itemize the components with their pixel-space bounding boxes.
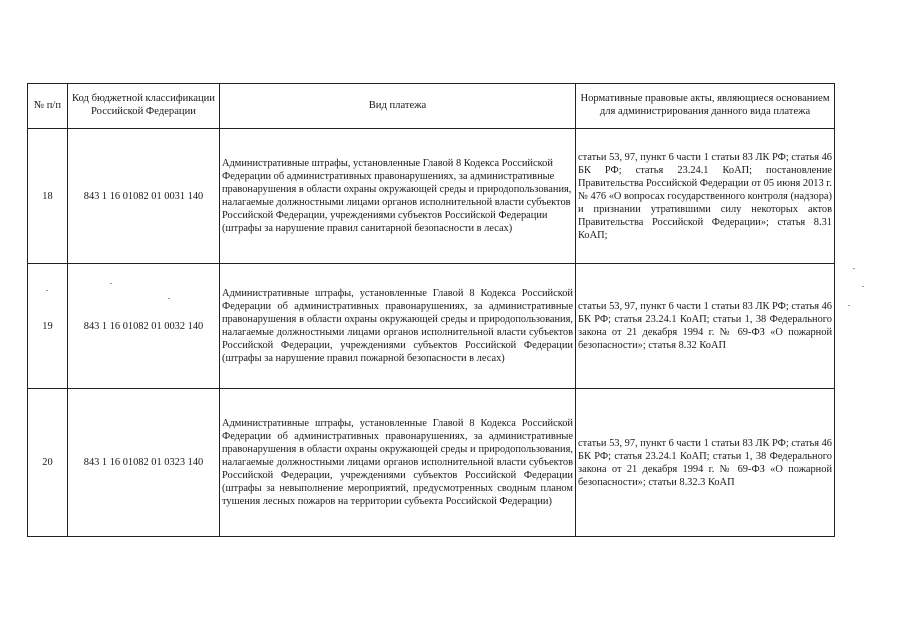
row-payment: Административные штрафы, установленные Главой 8 Кодекса Российской Федерации об административных правонарушениях, за административные правонарушения в области охраны окружающей среды и природопользования, налагаемые должностными лицами органов исполнительной власти субъектов Российской Федерации, учреждениями субъектов Российской Федерации (штрафы за нарушение правил санитарной безопасности в лесах) xyxy=(220,129,576,264)
row-num: 18 xyxy=(28,129,68,264)
row-acts: статьи 53, 97, пункт 6 части 1 статьи 83 ЛК РФ; статья 46 БК РФ; статья 23.24.1 КоАП; постановление Правительства Российской Федерации от 05 июня 2013 г. № 476 «О вопросах государственного контроля (надзора) и признании утратившими силу некоторых актов Правительства Российской Федерации»; статья 8.31 КоАП; xyxy=(576,129,835,264)
header-code: Код бюджетной классификации Российской Федерации xyxy=(68,84,220,129)
header-acts: Нормативные правовые акты, являющиеся основанием для администрирования данного вида платежа xyxy=(576,84,835,129)
row-acts: статьи 53, 97, пункт 6 части 1 статьи 83 ЛК РФ; статья 46 БК РФ; статья 23.24.1 КоАП; статьи 1, 38 Федерального закона от 21 декабря 1994 г. № 69-ФЗ «О пожарной безопасности»; статья 8.32 КоАП xyxy=(576,264,835,389)
table-row xyxy=(28,264,835,389)
header-payment: Вид платежа xyxy=(220,84,576,129)
scan-speck xyxy=(853,268,855,269)
row-payment: Административные штрафы, установленные Главой 8 Кодекса Российской Федерации об административных правонарушениях, за административные правонарушения в области охраны окружающей среды и природопользования, налагаемые должностными лицами органов исполнительной власти субъектов Российской Федерации, учреждениями субъектов Российской Федерации (штрафы за нарушение правил пожарной безопасности в лесах) xyxy=(220,264,576,389)
scan-speck xyxy=(168,298,170,299)
table-header-row xyxy=(28,84,835,129)
scan-speck xyxy=(848,305,850,306)
payments-table xyxy=(27,83,835,537)
row-code: 843 1 16 01082 01 0032 140 xyxy=(68,264,220,389)
row-num: 19 xyxy=(28,264,68,389)
table-row xyxy=(28,389,835,537)
row-payment: Административные штрафы, установленные Главой 8 Кодекса Российской Федерации об административных правонарушениях, за административные правонарушения в области охраны окружающей среды и природопользования, налагаемые должностными лицами органов исполнительной власти субъектов Российской Федерации, учреждениями субъектов Российской Федерации (штрафы за невыполнение мероприятий, предусмотренных сводным планом тушения лесных пожаров на территории субъекта Российской Федерации) xyxy=(220,389,576,537)
scan-speck xyxy=(862,286,864,287)
row-num: 20 xyxy=(28,389,68,537)
row-acts: статьи 53, 97, пункт 6 части 1 статьи 83 ЛК РФ; статья 46 БК РФ; статья 23.24.1 КоАП; статьи 1, 38 Федерального закона от 21 декабря 1994 г. № 69-ФЗ «О пожарной безопасности»; статьи 8.32.3 КоАП xyxy=(576,389,835,537)
header-num: № п/п xyxy=(28,84,68,129)
row-code: 843 1 16 01082 01 0323 140 xyxy=(68,389,220,537)
scan-speck xyxy=(46,290,48,291)
row-code: 843 1 16 01082 01 0031 140 xyxy=(68,129,220,264)
scan-speck xyxy=(110,283,112,284)
table-row xyxy=(28,129,835,264)
